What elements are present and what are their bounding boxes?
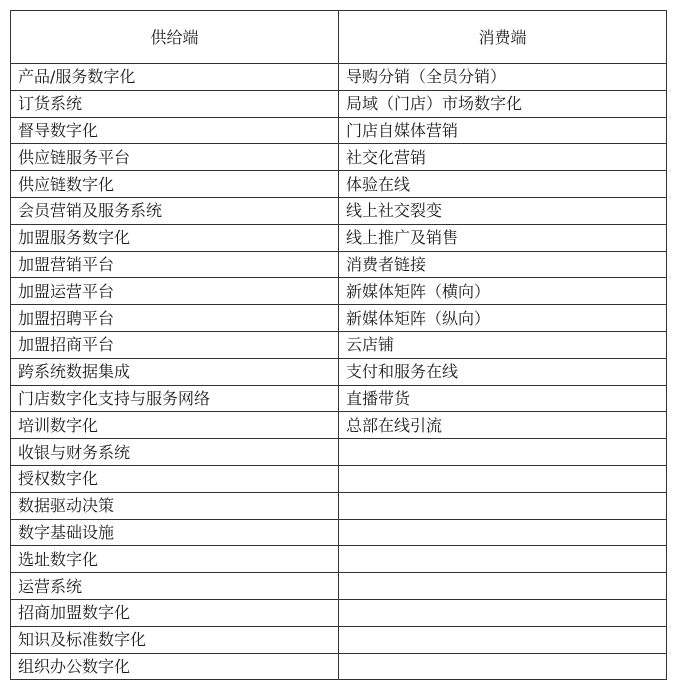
supply-cell: 订货系统 (11, 90, 339, 117)
table-row (11, 331, 667, 358)
consumer-cell (339, 653, 667, 680)
consumer-cell (339, 439, 667, 466)
consumer-cell (339, 546, 667, 573)
supply-cell: 会员营销及服务系统 (11, 197, 339, 224)
table-row (11, 278, 667, 305)
consumer-cell: 新媒体矩阵（横向） (339, 278, 667, 305)
header-consumer-side: 消费端 (339, 11, 667, 64)
consumer-cell: 支付和服务在线 (339, 358, 667, 385)
consumer-cell (339, 599, 667, 626)
consumer-cell: 线上推广及销售 (339, 224, 667, 251)
consumer-cell: 体验在线 (339, 171, 667, 198)
consumer-cell (339, 573, 667, 600)
table-row (11, 197, 667, 224)
table-row (11, 546, 667, 573)
table-row (11, 385, 667, 412)
table-row (11, 599, 667, 626)
consumer-cell: 导购分销（全员分销） (339, 64, 667, 91)
consumer-cell: 新媒体矩阵（纵向） (339, 305, 667, 332)
table-row (11, 251, 667, 278)
consumer-cell: 门店自媒体营销 (339, 117, 667, 144)
consumer-cell (339, 519, 667, 546)
table-row (11, 117, 667, 144)
consumer-cell (339, 492, 667, 519)
supply-cell: 供应链服务平台 (11, 144, 339, 171)
table-row (11, 305, 667, 332)
supply-cell: 跨系统数据集成 (11, 358, 339, 385)
consumer-cell: 社交化营销 (339, 144, 667, 171)
supply-cell: 培训数字化 (11, 412, 339, 439)
consumer-cell: 云店铺 (339, 331, 667, 358)
table-row (11, 171, 667, 198)
consumer-cell: 消费者链接 (339, 251, 667, 278)
supply-cell: 数据驱动决策 (11, 492, 339, 519)
table-row (11, 519, 667, 546)
consumer-cell (339, 626, 667, 653)
table-row (11, 358, 667, 385)
consumer-cell: 线上社交裂变 (339, 197, 667, 224)
table-row (11, 439, 667, 466)
supply-cell: 门店数字化支持与服务网络 (11, 385, 339, 412)
header-supply-side: 供给端 (11, 11, 339, 64)
supply-cell: 知识及标准数字化 (11, 626, 339, 653)
table-row (11, 224, 667, 251)
supply-cell: 供应链数字化 (11, 171, 339, 198)
supply-cell: 数字基础设施 (11, 519, 339, 546)
table-row (11, 90, 667, 117)
table-header-row (11, 11, 667, 64)
comparison-table-container (10, 10, 667, 680)
supply-cell: 选址数字化 (11, 546, 339, 573)
supply-cell: 加盟招聘平台 (11, 305, 339, 332)
table-row (11, 412, 667, 439)
supply-cell: 加盟营销平台 (11, 251, 339, 278)
supply-cell: 收银与财务系统 (11, 439, 339, 466)
table-row (11, 492, 667, 519)
table-row (11, 573, 667, 600)
table-row (11, 144, 667, 171)
supply-cell: 加盟运营平台 (11, 278, 339, 305)
consumer-cell: 直播带货 (339, 385, 667, 412)
table-row (11, 64, 667, 91)
supply-cell: 授权数字化 (11, 465, 339, 492)
supply-cell: 产品/服务数字化 (11, 64, 339, 91)
table-row (11, 626, 667, 653)
consumer-cell (339, 465, 667, 492)
comparison-table (10, 10, 667, 680)
consumer-cell: 局域（门店）市场数字化 (339, 90, 667, 117)
supply-cell: 加盟服务数字化 (11, 224, 339, 251)
supply-cell: 组织办公数字化 (11, 653, 339, 680)
consumer-cell: 总部在线引流 (339, 412, 667, 439)
supply-cell: 加盟招商平台 (11, 331, 339, 358)
supply-cell: 招商加盟数字化 (11, 599, 339, 626)
table-row (11, 465, 667, 492)
supply-cell: 督导数字化 (11, 117, 339, 144)
table-row (11, 653, 667, 680)
supply-cell: 运营系统 (11, 573, 339, 600)
